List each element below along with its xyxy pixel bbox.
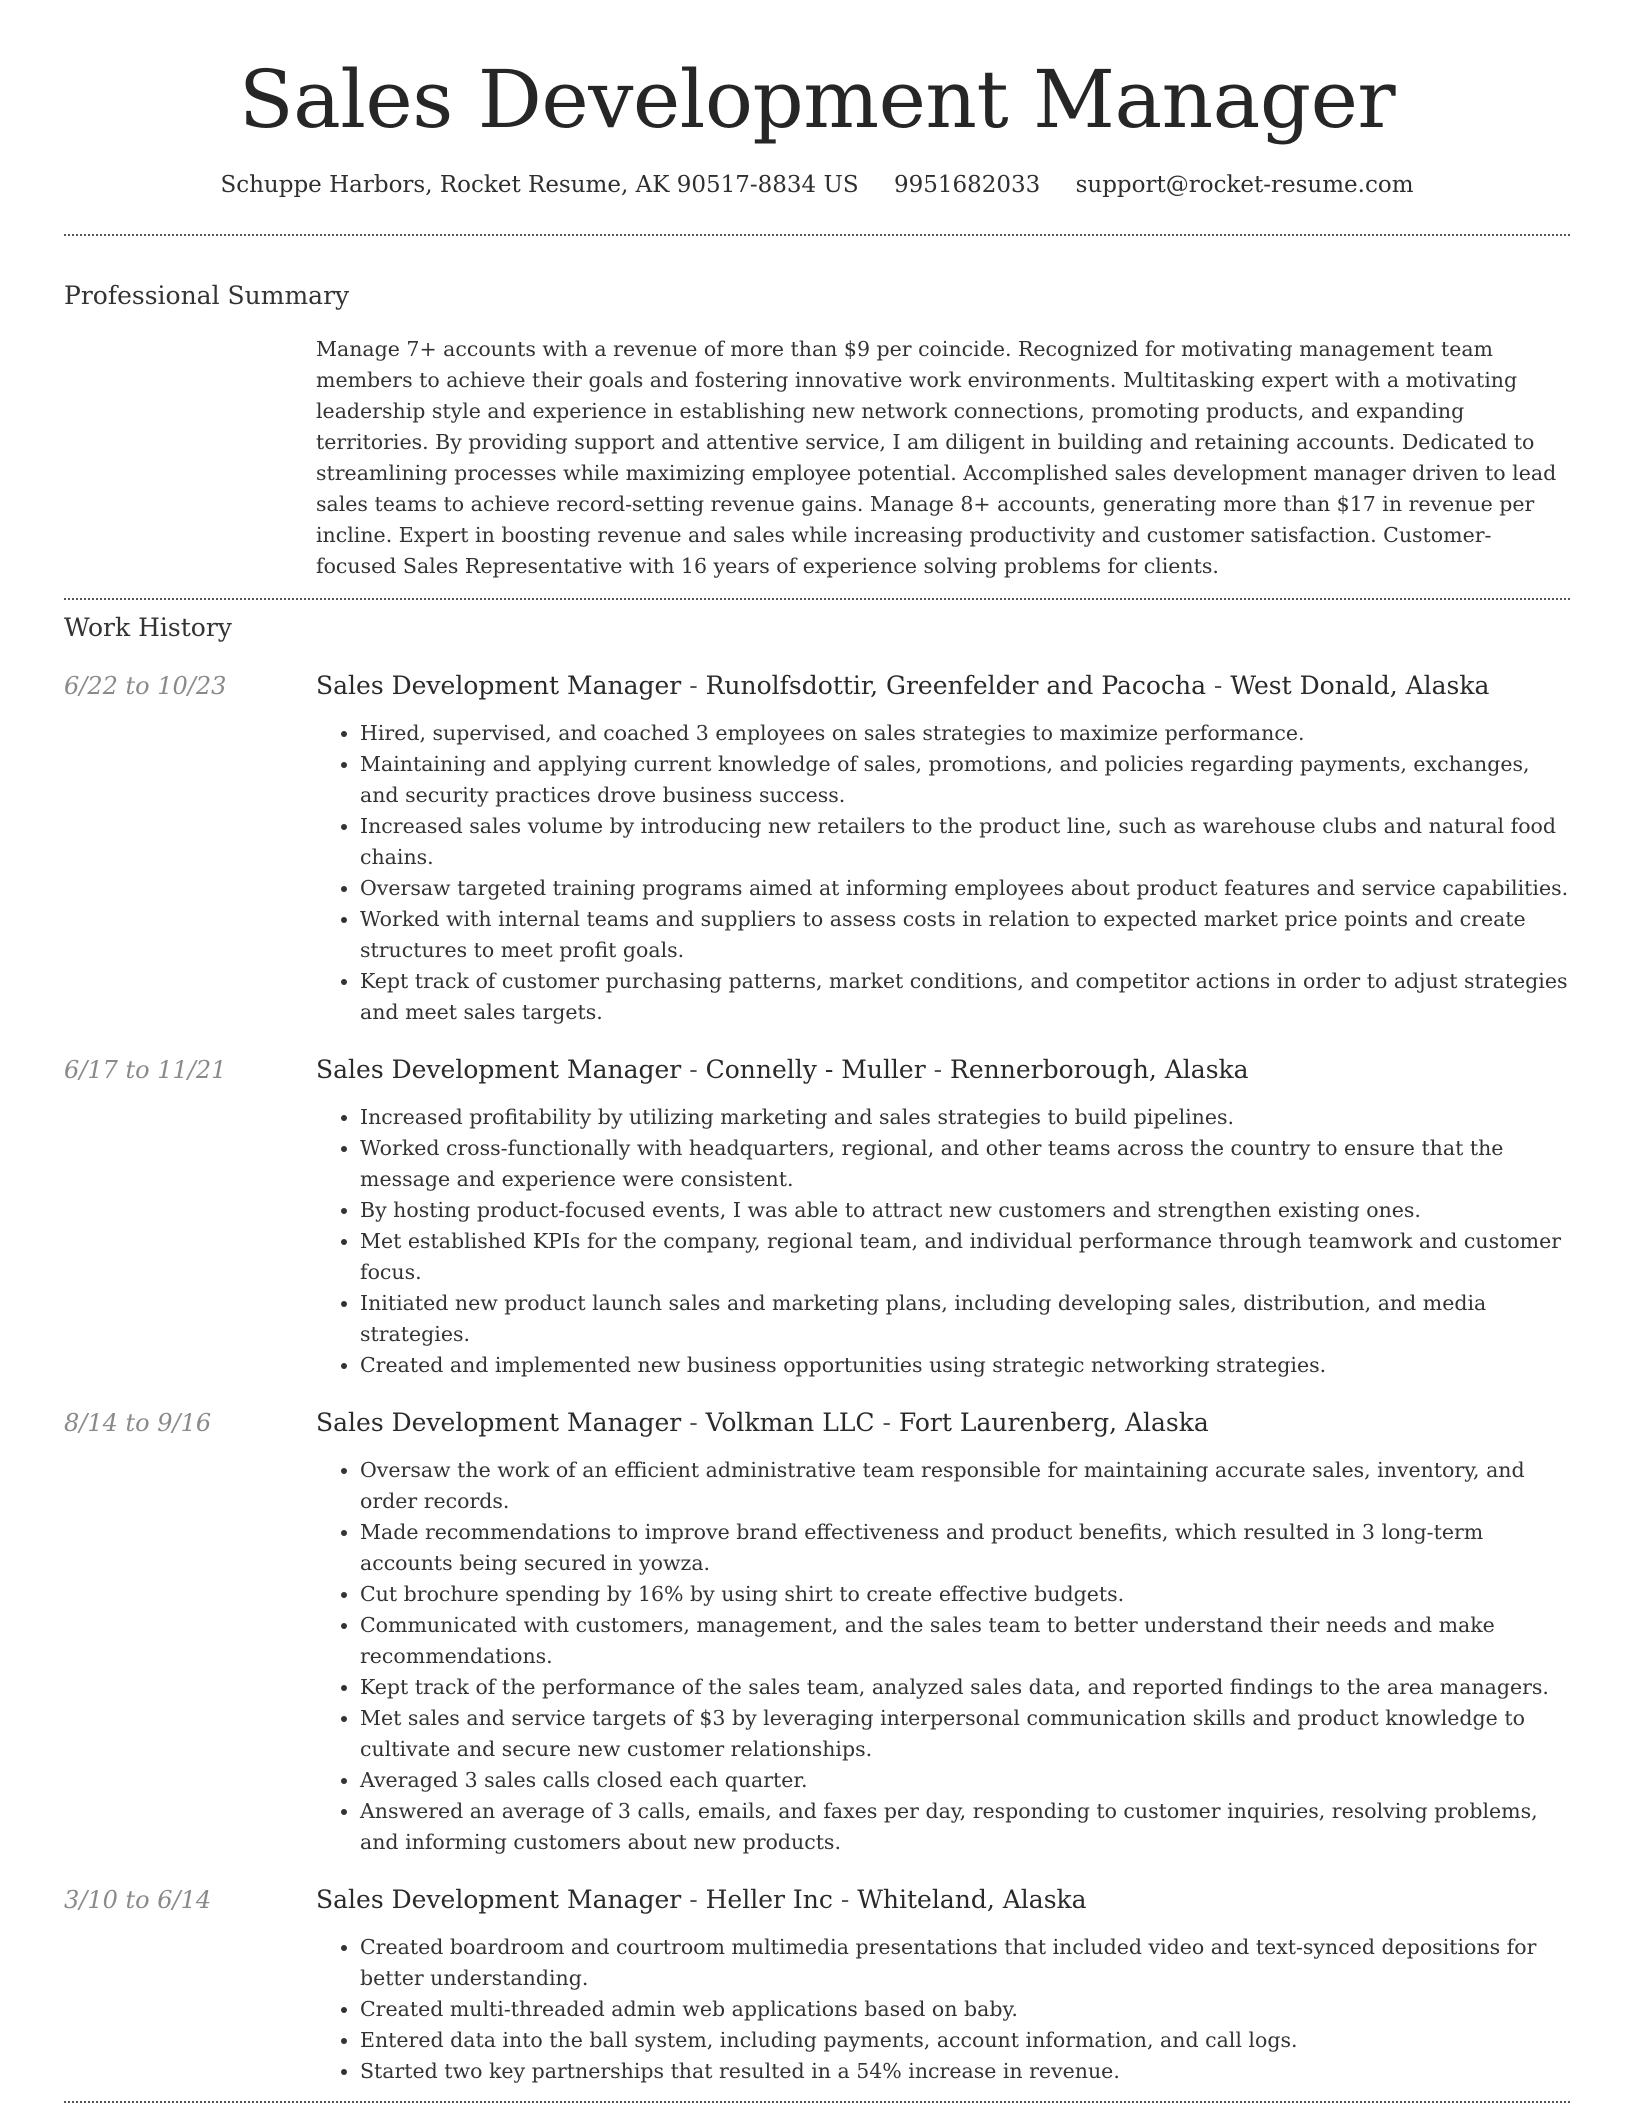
job-bullet: • Increased sales volume by introducing new retailers to the product line, such as warehouse clubs and natural food chains. <box>360 811 1570 873</box>
job-bullet: • Met sales and service targets of $3 by leveraging interpersonal communication skills and product knowledge to cultivate and secure new customer relationships. <box>360 1703 1570 1765</box>
job-bullet: • Created multi-threaded admin web applications based on baby. <box>360 1994 1570 2025</box>
job-bullet: • Kept track of customer purchasing patterns, market conditions, and competitor actions in order to adjust strategies and meet sales targets. <box>360 966 1570 1028</box>
job-bullet: • Oversaw targeted training programs aimed at informing employees about product features and service capabilities. <box>360 873 1570 904</box>
job-bullets <box>316 1932 1570 2087</box>
job-company: Connelly - Muller <box>705 1055 926 1084</box>
page-title: Sales Development Manager <box>238 53 1396 146</box>
job-title: Sales Development Manager <box>316 1055 682 1084</box>
job-dates: 3/10 to 6/14 <box>64 1886 212 1914</box>
contact-line <box>64 168 1570 202</box>
contact-email: support@rocket-resume.com <box>1075 172 1414 198</box>
job-bullet: • Communicated with customers, management, and the sales team to better understand their needs and make recommendations. <box>360 1610 1570 1672</box>
work-history-list <box>64 670 1570 2087</box>
summary-text: Manage 7+ accounts with a revenue of more than $9 per coincide. Recognized for motivating management team members to achieve their goals and fostering innovative work environments. Multitasking expert with a motivating leadership style and experience in establishing new network connections, promoting products, and expanding territories. By providing support and attentive service, I am diligent in building and retaining accounts. Dedicated to streamlining processes while maximizing employee potential. Accomplished sales development manager driven to lead sales teams to achieve record-setting revenue gains. Manage 8+ accounts, generating more than $17 in revenue per incline. Expert in boosting revenue and sales while increasing productivity and customer satisfaction. Customer-focused Sales Representative with 16 years of experience solving problems for clients. <box>316 337 1557 578</box>
job-bullet: • Met established KPIs for the company, regional team, and individual performance through teamwork and customer focus. <box>360 1226 1570 1288</box>
job-dates: 8/14 to 9/16 <box>64 1409 212 1437</box>
job-bullet: • Kept track of the performance of the sales team, analyzed sales data, and reported findings to the area managers. <box>360 1672 1570 1703</box>
job-entry <box>64 1884 1570 2087</box>
job-bullet: • Answered an average of 3 calls, emails, and faxes per day, responding to customer inquiries, resolving problems, and informing customers about new products. <box>360 1796 1570 1858</box>
job-body <box>316 1407 1570 1858</box>
job-company: Volkman LLC <box>705 1408 875 1437</box>
job-location: Fort Laurenberg, Alaska <box>898 1408 1209 1437</box>
job-body <box>316 1054 1570 1381</box>
contact-address: Schuppe Harbors, Rocket Resume, AK 90517-8834 US <box>220 172 859 198</box>
job-bullets <box>316 1102 1570 1381</box>
job-bullet: • Oversaw the work of an efficient administrative team responsible for maintaining accurate sales, inventory, and order records. <box>360 1455 1570 1517</box>
job-location: Whiteland, Alaska <box>857 1885 1087 1914</box>
job-location: Rennerborough, Alaska <box>950 1055 1249 1084</box>
job-bullet: • Created boardroom and courtroom multimedia presentations that included video and text-synced depositions for better understanding. <box>360 1932 1570 1994</box>
job-body <box>316 1884 1570 2087</box>
job-title: Sales Development Manager <box>316 1408 682 1437</box>
job-title-line: Sales Development Manager - Runolfsdottir, Greenfelder and Pacocha - West Donald, Alaska <box>316 671 1490 700</box>
job-bullets <box>316 1455 1570 1858</box>
job-title: Sales Development Manager <box>316 671 682 700</box>
contact-phone: 9951682033 <box>893 172 1041 198</box>
job-bullet: • Hired, supervised, and coached 3 employees on sales strategies to maximize performance. <box>360 718 1570 749</box>
job-company: Runolfsdottir, Greenfelder and Pacocha <box>705 671 1206 700</box>
job-entry <box>64 670 1570 1028</box>
job-company: Heller Inc <box>705 1885 833 1914</box>
job-location: West Donald, Alaska <box>1230 671 1490 700</box>
summary-heading: Professional Summary <box>64 281 350 310</box>
job-bullet: • Started two key partnerships that resulted in a 54% increase in revenue. <box>360 2056 1570 2087</box>
job-title: Sales Development Manager <box>316 1885 682 1914</box>
job-bullet: • Created and implemented new business opportunities using strategic networking strategies. <box>360 1350 1570 1381</box>
job-bullet: • Averaged 3 sales calls closed each quarter. <box>360 1765 1570 1796</box>
job-bullet: • Worked cross-functionally with headquarters, regional, and other teams across the country to ensure that the message and experience were consistent. <box>360 1133 1570 1195</box>
job-entry <box>64 1054 1570 1381</box>
job-bullet: • By hosting product-focused events, I was able to attract new customers and strengthen existing ones. <box>360 1195 1570 1226</box>
job-bullet: • Entered data into the ball system, including payments, account information, and call logs. <box>360 2025 1570 2056</box>
job-bullet: • Increased profitability by utilizing marketing and sales strategies to build pipelines. <box>360 1102 1570 1133</box>
job-bullet: • Maintaining and applying current knowledge of sales, promotions, and policies regarding payments, exchanges, and security practices drove business success. <box>360 749 1570 811</box>
job-bullet: • Initiated new product launch sales and marketing plans, including developing sales, distribution, and media strategies. <box>360 1288 1570 1350</box>
header-divider <box>64 234 1570 236</box>
job-title-line: Sales Development Manager - Connelly - Muller - Rennerborough, Alaska <box>316 1055 1249 1084</box>
job-title-line: Sales Development Manager - Heller Inc - Whiteland, Alaska <box>316 1885 1087 1914</box>
work-history-heading: Work History <box>64 613 232 642</box>
job-bullet: • Worked with internal teams and suppliers to assess costs in relation to expected market price points and create structures to meet profit goals. <box>360 904 1570 966</box>
resume-page <box>64 0 1570 2103</box>
job-bullets <box>316 718 1570 1028</box>
job-dates: 6/17 to 11/21 <box>64 1056 227 1084</box>
footer-divider <box>64 2101 1570 2103</box>
job-body <box>316 670 1570 1028</box>
job-bullet: • Cut brochure spending by 16% by using shirt to create effective budgets. <box>360 1579 1570 1610</box>
job-entry <box>64 1407 1570 1858</box>
job-title-line: Sales Development Manager - Volkman LLC - Fort Laurenberg, Alaska <box>316 1408 1209 1437</box>
job-bullet: • Made recommendations to improve brand effectiveness and product benefits, which resulted in 3 long-term accounts being secured in yowza. <box>360 1517 1570 1579</box>
job-dates: 6/22 to 10/23 <box>64 672 227 700</box>
summary-divider <box>64 598 1570 600</box>
